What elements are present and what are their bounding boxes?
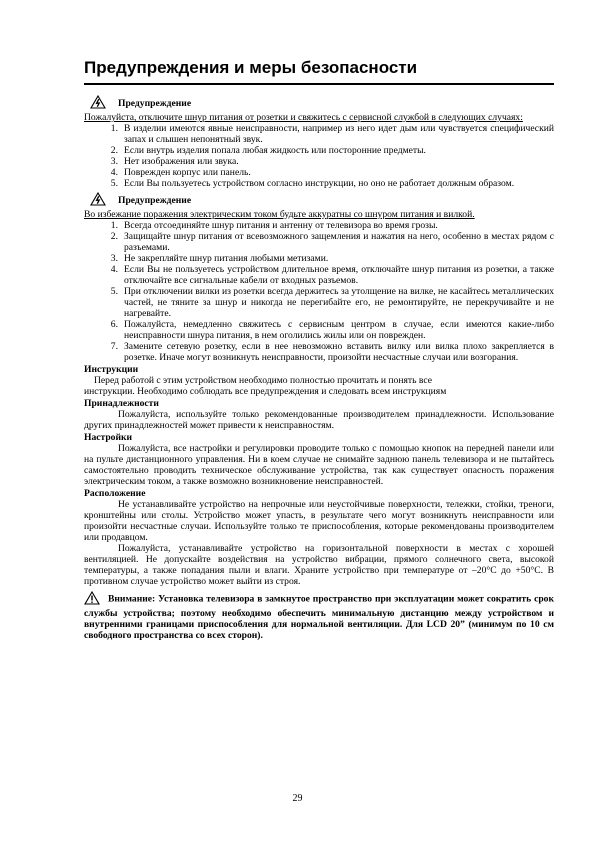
warning2-title: Предупреждение: [118, 195, 192, 206]
page-title: Предупреждения и меры безопасности: [84, 58, 418, 77]
warning2-list: [84, 220, 554, 363]
settings-text: Пожалуйста, все настройки и регулировки проводите только с помощью кнопок на передней панели или на пульте дистанционного управления. Ни в коем случае не снимайте заднюю панель телевизора и не пытайтесь самостоятельно проводить техническое обслуживание устройства, так как существует опасность поражения электрическим током, а также возможно возникновение неисправностей.: [84, 443, 554, 487]
caution-triangle-icon: [84, 591, 108, 608]
list-item: 2. Если внутрь изделия попала любая жидкость или посторонние предметы.: [110, 145, 426, 156]
accessories-text: Пожалуйста, используйте только рекомендованные производителем принадлежности. Использование других принадлежностей может привести к неисправностям.: [84, 409, 554, 431]
list-item: 5. При отключении вилки из розетки всегда держитесь за утолщение на вилке, не касайтесь металлических частей, не тяните за шнур и никогда не перегибайте его, не ремонтируйте, не перекручивайте и не нагревайте.: [110, 286, 554, 319]
page-number: 29: [292, 793, 303, 804]
warning2-intro: Во избежание поражения электрическим током будьте аккуратны со шнуром питания и вилкой.: [84, 209, 475, 220]
list-item: 1. Всегда отсоединяйте шнур питания и антенну от телевизора во время грозы.: [110, 220, 438, 231]
warning1-title: Предупреждение: [118, 98, 192, 109]
ventilation-note-text: Внимание: Установка телевизора в замкнутое пространство при эксплуатации может сократить срок службы устройства; поэтому необходимо обеспечить минимальную дистанцию между устройством и внутренними границами приспособления для нормальной вентиляции. Для LCD 20” (минимум по 10 см свободного пространства со всех сторон).: [84, 593, 554, 641]
list-item: 5. Если Вы пользуетесь устройством согласно инструкции, но оно не работает должным образом.: [110, 178, 515, 189]
page-content: [84, 58, 554, 641]
title-rule: [84, 83, 554, 85]
warning1-intro: Пожалуйста, отключите шнур питания от розетки и свяжитесь с сервисной службой в следующих случаях:: [84, 112, 523, 123]
list-item: 3. Нет изображения или звука.: [110, 156, 239, 167]
instructions-text-1: Перед работой с этим устройством необходимо полностью прочитать и понять все: [94, 375, 432, 386]
list-item: 4. Если Вы не пользуетесь устройством длительное время, отключайте шнур питания из розетки, а также отключайте все сигнальные кабели от входных разъемов.: [110, 264, 554, 286]
list-item: 6. Пожалуйста, немедленно свяжитесь с сервисным центром в случае, если имеются какие-либо неисправности шнура питания, в нем оголились жилы или он поврежден.: [110, 319, 554, 341]
instructions-heading: Инструкции: [84, 364, 139, 375]
settings-heading: Настройки: [84, 432, 133, 443]
placement-text-1: Не устанавливайте устройство на непрочные или неустойчивые поверхности, тележки, стойки, треноги, кронштейны или столы. Устройство может упасть, в результате чего могут возникнуть неисправности или произойти несчастные случаи. Используйте только те приспособления, которые рекомендованы производителем или продавцом.: [84, 499, 554, 543]
ventilation-note: [84, 591, 554, 641]
list-item: 2. Защищайте шнур питания от всевозможного защемления и нажатия на него, особенно в местах рядом с разъемами.: [110, 231, 554, 253]
warning1-list: [84, 123, 554, 189]
placement-text-2: Пожалуйста, устанавливайте устройство на горизонтальной поверхности в местах с хорошей вентиляцией. Не допускайте воздействия на устройство вибрации, прямого солнечного света, высокой температуры, а также попадания пыли и влаги. Храните устройство при температуре от –20°C до +50°C. В противном случае устройство может выйти из строя.: [84, 543, 554, 587]
warning1-heading: [84, 95, 554, 112]
instructions-text-2: инструкции. Необходимо соблюдать все предупреждения и следовать всем инструкциям: [84, 386, 447, 397]
electric-shock-warning-icon: [90, 192, 110, 209]
list-item: 3. Не закрепляйте шнур питания любыми метизами.: [110, 253, 329, 264]
list-item: 1. В изделии имеются явные неисправности, например из него идет дым или чувствуется специфический запах и слышен непонятный звук.: [110, 123, 554, 145]
accessories-heading: Принадлежности: [84, 398, 159, 409]
list-item: 4. Поврежден корпус или панель.: [110, 167, 251, 178]
electric-shock-warning-icon: [90, 95, 110, 112]
warning2-heading: [84, 192, 554, 209]
list-item: 7. Замените сетевую розетку, если в нее невозможно вставить вилку или вилка плохо закрепляется в розетке. Иначе могут возникнуть неисправности, произойти несчастные случаи или возгорания.: [110, 341, 554, 363]
placement-heading: Расположение: [84, 488, 146, 499]
